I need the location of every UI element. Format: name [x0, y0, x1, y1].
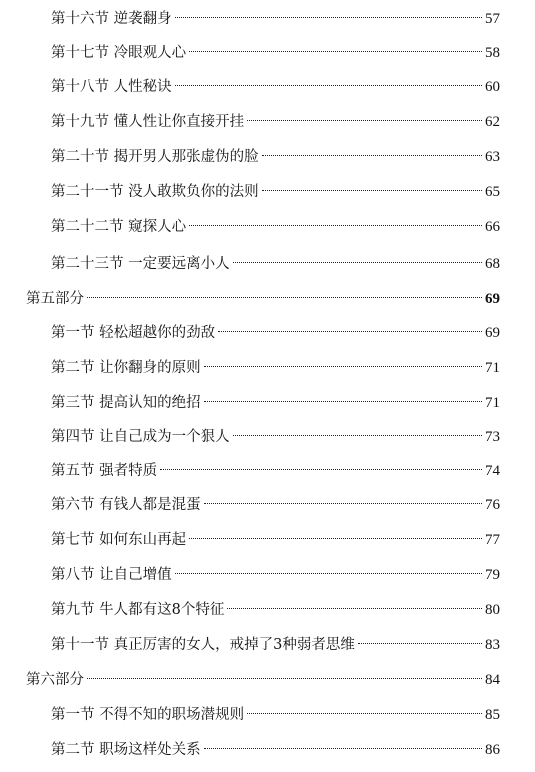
dot-leader: [233, 262, 482, 263]
toc-entry-page-number: 62: [485, 114, 500, 130]
toc-entry: [51, 460, 500, 482]
toc-entry-page-number: 83: [485, 637, 500, 653]
toc-entry-title: 第十八节 人性秘诀: [51, 79, 172, 95]
toc-entry-page-number: 85: [485, 707, 500, 723]
toc-entry-title: 第八节 让自己增值: [51, 567, 172, 583]
toc-entry-title: 第十九节 懂人性让你直接开挂: [51, 114, 245, 130]
toc-entry: [51, 146, 500, 168]
toc-entry-title: 第四节 让自己成为一个狠人: [51, 429, 230, 445]
toc-entry-page-number: 71: [485, 360, 500, 376]
toc-entry: [51, 357, 500, 379]
toc-entry-title: 第二十三节 一定要远离小人: [51, 256, 230, 272]
toc-entry-title: 第十一节 真正厉害的女人，戒掉了3种弱者思维: [51, 637, 355, 653]
toc-entry-title: 第二十节 揭开男人那张虚伪的脸: [51, 149, 259, 165]
toc-entry-title: 第一节 不得不知的职场潜规则: [51, 707, 245, 723]
toc-entry-page-number: 86: [485, 742, 500, 758]
toc-entry-title: 第二十二节 窥探人心: [51, 219, 187, 235]
toc-entry: [51, 8, 500, 30]
toc-entry: [51, 181, 500, 203]
toc-entry-title: 第七节 如何东山再起: [51, 532, 187, 548]
toc-entry-page-number: 69: [485, 325, 500, 341]
toc-entry: [51, 704, 500, 726]
toc-entry-title: 第二十一节 没人敢欺负你的法则: [51, 184, 259, 200]
toc-entry-title: 第一节 轻松超越你的劲敌: [51, 325, 216, 341]
dot-leader: [175, 85, 482, 86]
toc-entry-page-number: 57: [485, 11, 500, 27]
toc-entry-page-number: 68: [485, 256, 500, 272]
dot-leader: [233, 435, 482, 436]
toc-entry-page-number: 80: [485, 602, 500, 618]
toc-entry: [51, 739, 500, 761]
dot-leader: [247, 713, 482, 714]
toc-entry-title: 第二节 让你翻身的原则: [51, 360, 201, 376]
toc-entry: [51, 76, 500, 98]
toc-part-heading: [26, 288, 500, 310]
toc-entry-page-number: 77: [485, 532, 500, 548]
toc-entry-title: 第九节 牛人都有这8个特征: [51, 602, 225, 618]
dot-leader: [87, 678, 482, 679]
toc-part-page-number: 84: [485, 672, 500, 688]
toc-entry: [51, 42, 500, 64]
dot-leader: [204, 401, 482, 402]
toc-entry: [51, 392, 500, 414]
dot-leader: [218, 331, 482, 332]
dot-leader: [87, 297, 482, 298]
toc-entry: [51, 634, 500, 656]
toc-entry-page-number: 73: [485, 429, 500, 445]
toc-entry: [51, 529, 500, 551]
toc-part-title: 第五部分: [26, 291, 84, 307]
dot-leader: [175, 573, 482, 574]
toc-entry-page-number: 71: [485, 395, 500, 411]
dot-leader: [204, 366, 482, 367]
toc-entry-title: 第三节 提高认知的绝招: [51, 395, 201, 411]
dot-leader: [262, 190, 482, 191]
toc-entry-page-number: 74: [485, 463, 500, 479]
toc-entry-page-number: 79: [485, 567, 500, 583]
toc-entry: [51, 426, 500, 448]
dot-leader: [189, 538, 482, 539]
toc-entry: [51, 111, 500, 133]
toc-entry-title: 第六节 有钱人都是混蛋: [51, 497, 201, 513]
dot-leader: [204, 503, 482, 504]
toc-entry-title: 第五节 强者特质: [51, 463, 158, 479]
toc-entry: [51, 253, 500, 275]
toc-entry: [51, 494, 500, 516]
dot-leader: [189, 225, 482, 226]
dot-leader: [227, 608, 482, 609]
dot-leader: [358, 643, 482, 644]
dot-leader: [160, 469, 482, 470]
dot-leader: [189, 51, 482, 52]
toc-part-page-number: 69: [485, 291, 500, 307]
toc-entry-page-number: 63: [485, 149, 500, 165]
toc-entry-title: 第二节 职场这样处关系: [51, 742, 201, 758]
dot-leader: [247, 120, 482, 121]
toc-entry-title: 第十六节 逆袭翻身: [51, 11, 172, 27]
toc-entry: [51, 322, 500, 344]
toc-entry: [51, 599, 500, 621]
toc-part-heading: [26, 669, 500, 691]
toc-entry: [51, 216, 500, 238]
dot-leader: [175, 17, 482, 18]
toc-entry-page-number: 66: [485, 219, 500, 235]
toc-entry-page-number: 76: [485, 497, 500, 513]
dot-leader: [262, 155, 482, 156]
toc-entry-page-number: 58: [485, 45, 500, 61]
toc-entry-title: 第十七节 冷眼观人心: [51, 45, 187, 61]
toc-entry: [51, 564, 500, 586]
toc-entry-page-number: 65: [485, 184, 500, 200]
toc-part-title: 第六部分: [26, 672, 84, 688]
toc-entry-page-number: 60: [485, 79, 500, 95]
dot-leader: [204, 748, 482, 749]
